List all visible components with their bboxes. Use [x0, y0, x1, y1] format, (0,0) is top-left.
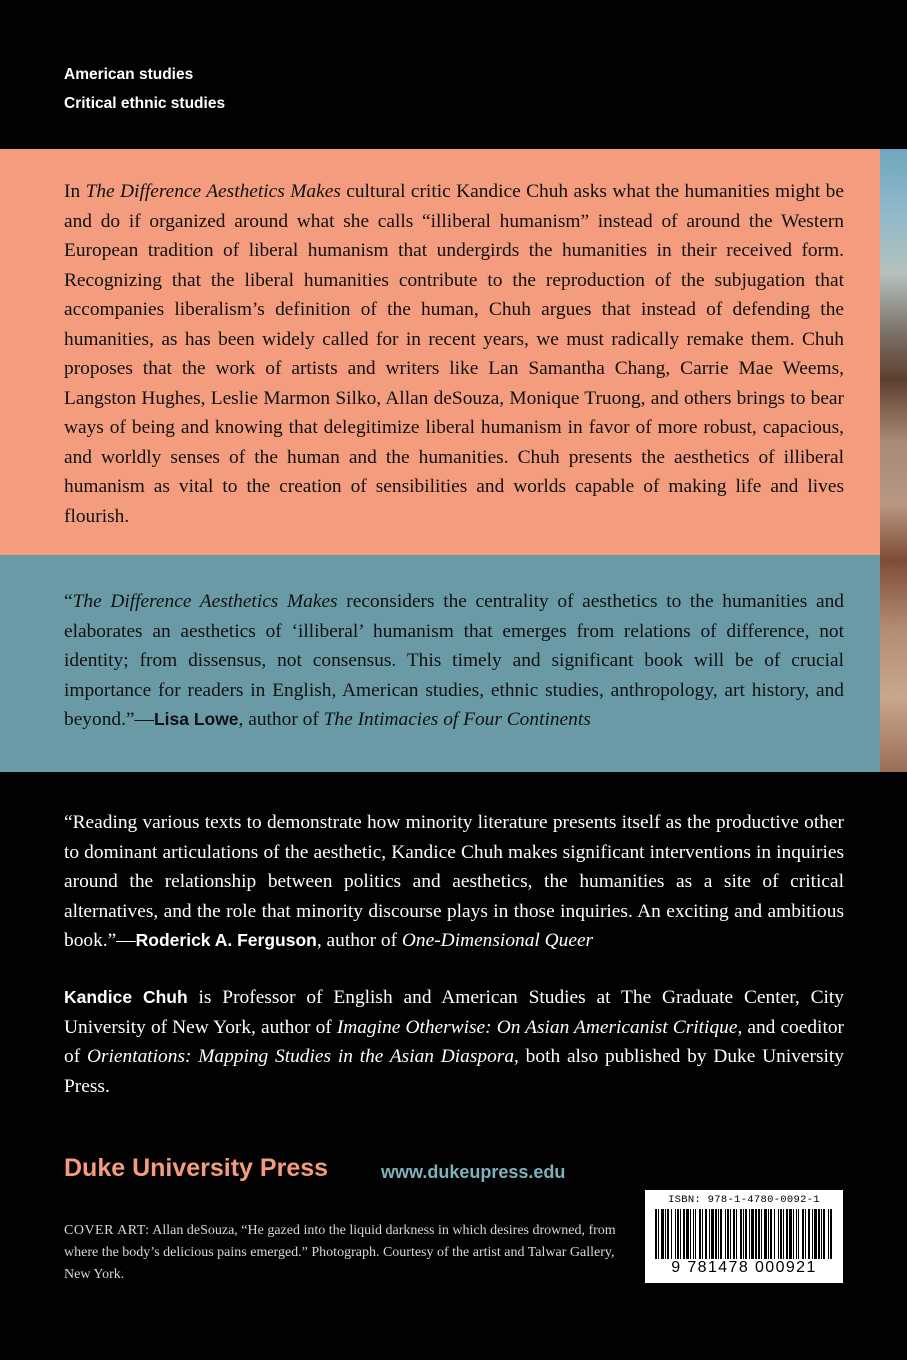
barcode-bar: [730, 1209, 731, 1259]
barcode-bar: [796, 1209, 797, 1259]
barcode-bar: [786, 1209, 788, 1259]
barcode-bar: [709, 1209, 710, 1259]
barcode-bar: [733, 1209, 735, 1259]
barcode-bar: [770, 1209, 772, 1259]
barcode-bar: [683, 1209, 685, 1259]
barcode-bar: [808, 1209, 810, 1259]
barcode-bar: [715, 1209, 717, 1259]
isbn-barcode: [645, 1190, 843, 1283]
blurb-author-book: The Intimacies of Four Continents: [323, 709, 591, 730]
barcode-bar: [736, 1209, 737, 1259]
blurb-author: Lisa Lowe: [153, 709, 239, 729]
barcode-bar: [686, 1209, 689, 1259]
barcode-bar: [780, 1209, 782, 1259]
barcode-bar: [665, 1209, 666, 1259]
author-book-2: Orientations: Mapping Studies in the Asian Diaspora: [86, 1046, 515, 1067]
barcode-digits: 9 781478 000921: [671, 1259, 817, 1276]
barcode-bar: [761, 1209, 762, 1259]
author-book-1: Imagine Otherwise: On Asian Americanist Critique: [336, 1016, 738, 1038]
barcode-bar: [828, 1209, 829, 1259]
cover-photograph-strip: [880, 149, 907, 772]
barcode-bar: [778, 1209, 779, 1259]
barcode-bar: [802, 1209, 804, 1259]
barcode-bar: [789, 1209, 792, 1259]
barcode-bar: [705, 1209, 707, 1259]
barcode-bar: [812, 1209, 813, 1259]
barcode-bar: [675, 1209, 676, 1259]
author-bio: Kandice Chuh is Professor of English and American Studies at The Graduate Center, City University of New York, author of Imagine Otherwise: On Asian Americanist Critique, and coeditor of Orientations: Mapping Studies in the Asian Diaspora, both also published by Duke University Press.: [64, 987, 844, 1097]
subject-categories: [64, 60, 225, 118]
publisher-name: Duke University Press: [64, 1154, 329, 1182]
barcode-bar: [695, 1209, 696, 1259]
barcode-bar: [798, 1209, 799, 1259]
barcode-bar: [720, 1209, 722, 1259]
barcode-bar: [768, 1209, 769, 1259]
barcode-bar: [680, 1209, 681, 1259]
barcode-bar: [743, 1209, 744, 1259]
barcode-bar: [693, 1209, 694, 1259]
barcode-bar: [658, 1209, 659, 1259]
barcode-bars: [653, 1209, 835, 1259]
isbn-label: ISBN: 978-1-4780-0092-1: [668, 1194, 820, 1206]
barcode-bar: [671, 1209, 672, 1259]
book-description: In The Difference Aesthetics Makes cultural critic Kandice Chuh asks what the humanities might be and do if organized around what she calls “illiberal humanism” instead of around the Western European tradition of liberal humanism that undergirds the humanities in their received form. Recognizing that the liberal humanities contribute to the reproduction of the subjugation that accompanies liberalism’s definition of the human, Chuh argues that instead of defending the humanities, as has been widely called for in recent years, we must radically remake them. Chuh proposes that the work of artists and writers like Lan Samantha Chang, Carrie Mae Weems, Langston Hughes, Leslie Marmon Silko, Allan deSouza, Monique Truong, and others brings to bear ways of being and knowing that delegitimize liberal humanism in favor of more robust, capacious, and worldly senses of the human and the humanities. Chuh presents the aesthetics of illiberal humanism as vital to the creation of sensibilities and worlds capable of making life and lives flourish.: [64, 181, 844, 527]
barcode-bar: [667, 1209, 669, 1259]
barcode-bar: [755, 1209, 757, 1259]
barcode-bar: [805, 1209, 806, 1259]
barcode-bar: [727, 1209, 729, 1259]
barcode-bar: [655, 1209, 657, 1259]
barcode-bar: [699, 1209, 701, 1259]
barcode-bar: [783, 1209, 784, 1259]
barcode-bar: [740, 1209, 742, 1259]
barcode-bar: [830, 1209, 832, 1259]
blurb-author: Roderick A. Ferguson: [135, 930, 317, 950]
category-critical-ethnic-studies: Critical ethnic studies: [64, 95, 226, 112]
barcode-bar: [793, 1209, 794, 1259]
barcode-bar: [821, 1209, 822, 1259]
barcode-bar: [661, 1209, 664, 1259]
blurb-lisa-lowe: “The Difference Aesthetics Makes reconsiders the centrality of aesthetics to the humanities and elaborates an aesthetics of ‘illiberal’ humanism that emerges from relations of difference, not identity; from dissensus, not consensus. This timely and significant book will be of crucial importance for readers in English, American studies, ethnic studies, anthropology, art history, and beyond.”—Lisa Lowe, author of The Intimacies of Four Continents: [64, 591, 844, 730]
category-american-studies: American studies: [64, 66, 194, 83]
barcode-bar: [677, 1209, 679, 1259]
barcode-bar: [814, 1209, 817, 1259]
barcode-bar: [749, 1209, 750, 1259]
barcode-bar: [711, 1209, 714, 1259]
author-name: Kandice Chuh: [64, 987, 188, 1007]
barcode-bar: [774, 1209, 775, 1259]
barcode-bar: [823, 1209, 825, 1259]
barcode-bar: [818, 1209, 820, 1259]
barcode-bar: [690, 1209, 691, 1259]
barcode-bar: [745, 1209, 747, 1259]
cover-art-label: COVER ART:: [64, 1223, 150, 1238]
barcode-bar: [751, 1209, 754, 1259]
cover-art-credit: COVER ART: Allan deSouza, “He gazed into the liquid darkness in which desires drowned, from where the body’s delicious pains emerged.” Photograph. Courtesy of the artist and Talwar Gallery, New York.: [64, 1223, 616, 1282]
publisher-website[interactable]: www.dukeupress.edu: [381, 1162, 566, 1182]
book-title: The Difference Aesthetics Makes: [85, 181, 341, 202]
barcode-bar: [718, 1209, 719, 1259]
book-title: The Difference Aesthetics Makes: [72, 591, 338, 612]
blurb-author-book: One-Dimensional Queer: [401, 930, 594, 951]
barcode-bar: [702, 1209, 703, 1259]
barcode-bar: [764, 1209, 767, 1259]
barcode-bar: [725, 1209, 726, 1259]
barcode-bar: [758, 1209, 760, 1259]
blurb-roderick-ferguson: “Reading various texts to demonstrate how minority literature presents itself as the productive other to dominant articulations of the aesthetic, Kandice Chuh makes significant interventions in inquiries around the relationship between politics and aesthetics, the humanities as a site of critical alternatives, and the role that minority discourse plays in those inquiries. An exciting and ambitious book.”—Roderick A. Ferguson, author of One-Dimensional Queer: [64, 812, 844, 951]
